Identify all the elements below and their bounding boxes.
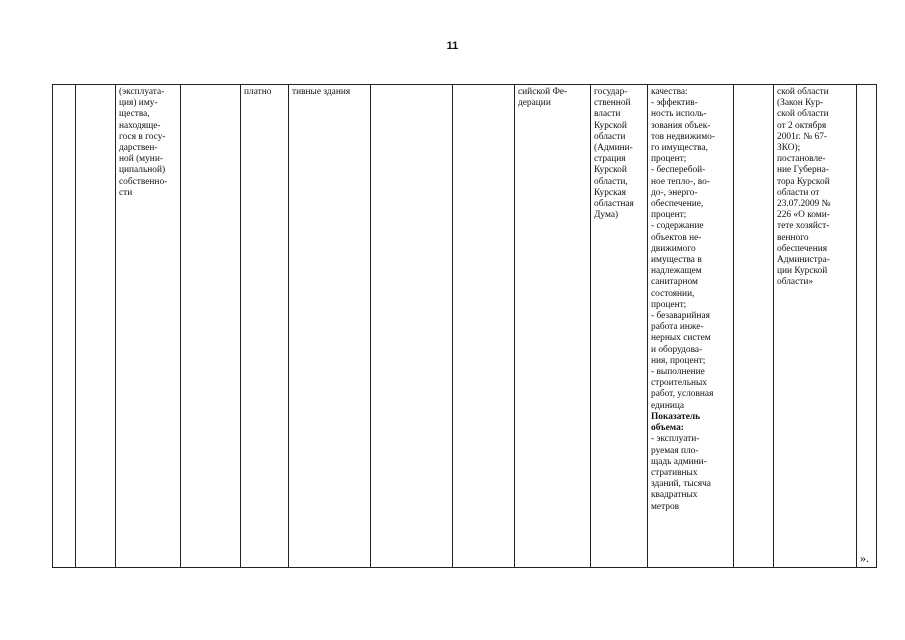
quality-label: качества: [651, 87, 688, 97]
table-cell [53, 85, 76, 568]
volume-item: - эксплуати- руемая пло- щадь админи- стративных зданий, тысяча квадратных метров [651, 434, 711, 512]
quality-item: - содержание объектов не- движимого имущества в надлежащем санитарном состоянии, процент; [651, 221, 704, 310]
quality-item: - эффектив- ность исполь- зования объек- тов недвижимо- го имущества, процент; [651, 98, 715, 165]
table-cell-object: тивные здания [289, 85, 371, 568]
table-cell-payment: платно [241, 85, 289, 568]
table-cell [734, 85, 774, 568]
table-cell-subject: (эксплуата- ция) иму- щества, находяще- гося в госу- дарствен- ной (муни- ципальной) собственно- сти [116, 85, 181, 568]
table-cell-indicators [648, 85, 734, 568]
table-cell-authority: государ- ственной власти Курской области (Админи- страция Курской области, Курская областная Дума) [591, 85, 648, 568]
closing-quote: ». [860, 551, 869, 565]
table-row [53, 85, 877, 568]
volume-label: Показатель объема: [651, 411, 701, 434]
table-cell [181, 85, 241, 568]
page-number: 11 [446, 40, 459, 52]
quality-item: - бесперебой- ное тепло-, во- до-, энерго- обеспечение, процент; [651, 165, 710, 221]
quality-item: - безаварийная работа инже- нерных систем и оборудова- ния, процент; [651, 311, 711, 366]
table-cell [76, 85, 116, 568]
table-cell-federation: сийской Фе- дерации [515, 85, 591, 568]
table-cell [453, 85, 515, 568]
quality-item: - выполнение строительных работ, условная единица [651, 367, 714, 411]
table-cell-legal-basis: ской области (Закон Кур- ской области от 2 октября 2001г. № 67- ЗКО); постановле- ние Губерна- тора Курской области от 23.07.2009 № 226 «О коми- тете хозяйст- венного обеспечения Администра- ции Курской области» [774, 85, 857, 568]
table-cell [371, 85, 453, 568]
document-table [52, 84, 877, 568]
table-cell [857, 85, 877, 568]
